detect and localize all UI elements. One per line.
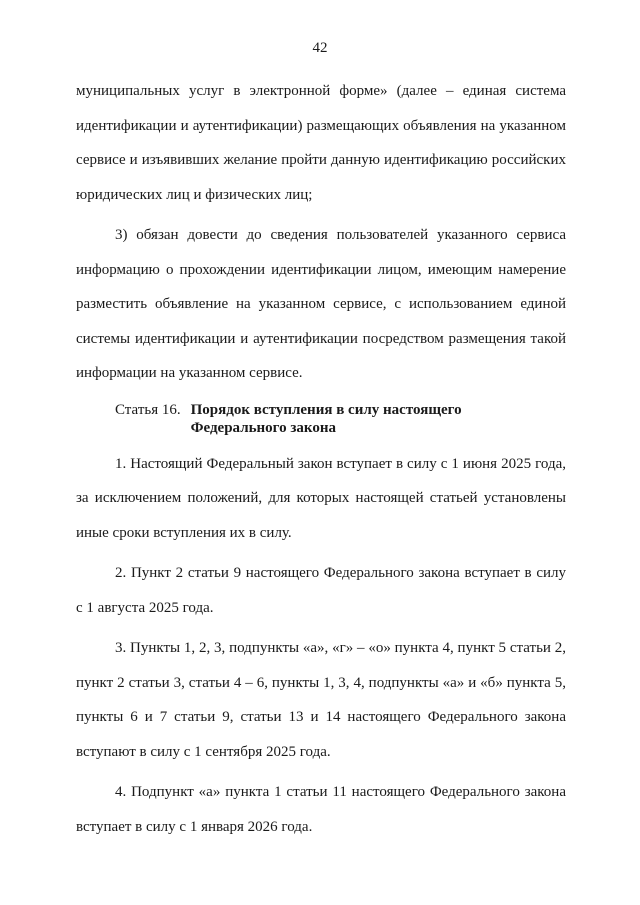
paragraph-item-3: 3) обязан довести до сведения пользователей указанного сервиса информацию о прохождении идентификации лицом, имеющим намерение разместить объявление на указанном сервисе, с использованием единой системы идентификации и аутентификации посредством размещения такой информации на указанном сервисе. bbox=[76, 227, 566, 381]
article-heading bbox=[76, 401, 566, 437]
article-number: Статья 16. bbox=[115, 401, 181, 418]
page-number: 42 bbox=[312, 40, 328, 56]
document-body bbox=[76, 74, 566, 844]
article-clause-4: 4. Подпункт «а» пункта 1 статьи 11 настоящего Федерального закона вступает в силу с 1 января 2026 года. bbox=[76, 784, 566, 835]
article-title: Порядок вступления в силу настоящего Федерального закона bbox=[190, 401, 462, 436]
article-clause-2: 2. Пункт 2 статьи 9 настоящего Федерального закона вступает в силу с 1 августа 2025 года. bbox=[76, 565, 566, 616]
article-clause-1: 1. Настоящий Федеральный закон вступает в силу с 1 июня 2025 года, за исключением положений, для которых настоящей статьей установлены иные сроки вступления их в силу. bbox=[76, 455, 566, 541]
paragraph-continuation: муниципальных услуг в электронной форме» (далее – единая система идентификации и аутентификации) размещающих объявления на указанном сервисе и изъявивших желание пройти данную идентификацию российских юридических лиц и физических лиц; bbox=[76, 83, 566, 203]
article-clause-3: 3. Пункты 1, 2, 3, подпункты «а», «г» – «о» пункта 4, пункт 5 статьи 2, пункт 2 статьи 3, статьи 4 – 6, пункты 1, 3, 4, подпункты «а» и «б» пункта 5, пункты 6 и 7 статьи 9, статьи 13 и 14 настоящего Федерального закона вступают в силу с 1 сентября 2025 года. bbox=[76, 640, 566, 760]
